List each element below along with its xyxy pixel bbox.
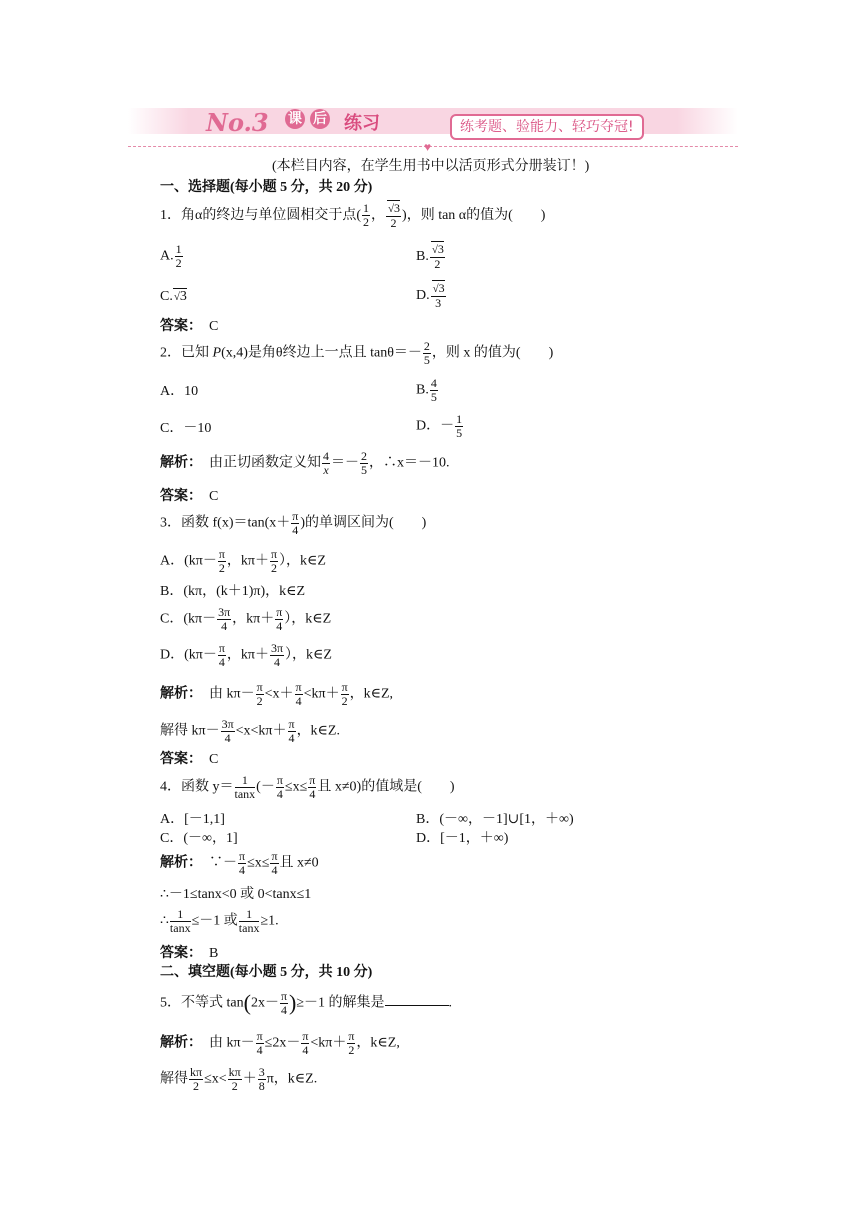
answer-blank[interactable] bbox=[385, 1005, 449, 1006]
q1-option-d: D. √ $\frac{3}{3}$ bbox=[416, 282, 447, 309]
q3-option-a: A．(kπ－ $\frac{\pi}{2}$ ，kπ＋ $\frac{\pi}{2}$ ），k∈Z bbox=[160, 547, 326, 575]
q1-option-a: A. $\frac{1}{2}$ bbox=[160, 242, 182, 270]
question-4: 4．函数 y＝ $\frac{1}{\tan x}$ (－ $\frac{\pi}{4}$ ≤x≤ $\frac{\pi}{4}$ 且 x≠0)的值域是( ) bbox=[160, 773, 455, 801]
heart-icon: ♥ bbox=[424, 140, 432, 154]
section-heading-choice: 一、选择题(每小题 5 分，共 20 分) bbox=[160, 180, 373, 195]
q2-option-a: A．10 bbox=[160, 384, 199, 399]
q3-option-b: B．(kπ，(k＋1)π)，k∈Z bbox=[160, 584, 306, 599]
q4-analysis-3: ∴ $\frac{1}{\tan x}$ ≤－1 或 $\frac{1}{\tan x}$ ≥1. bbox=[160, 907, 279, 935]
banner-divider bbox=[128, 146, 738, 147]
q2-answer: 答案： C bbox=[160, 489, 219, 504]
question-3: 3．函数 f(x)＝tan(x＋ $\frac{\pi}{4}$ )的单调区间为( ) bbox=[160, 509, 427, 537]
q1-option-c: C.√ 3 bbox=[160, 290, 187, 304]
question-1: 1．角α的终边与单位圆相交于点( $\frac{1}{2}$ ， √ $\frac{3}{2}$ )，则 tan α的值为( ) bbox=[160, 202, 545, 229]
q4-analysis-2: ∴－1≤tanx<0 或 0<tanx≤1 bbox=[160, 887, 312, 902]
banner-title: 练习 bbox=[344, 113, 380, 134]
section-heading-fill: 二、填空题(每小题 5 分，共 10 分) bbox=[160, 965, 373, 980]
note-line: (本栏目内容，在学生用书中以活页形式分册装订！) bbox=[272, 159, 590, 174]
q5-analysis-1: 解析： 由 kπ－ $\frac{\pi}{4}$ ≤2x－ $\frac{\pi}{4}$ <kπ＋ $\frac{\pi}{2}$ ，k∈Z, bbox=[160, 1029, 400, 1057]
section-banner bbox=[128, 102, 738, 154]
q5-analysis-2: 解得 $\frac{k\pi}{2}$ ≤x< $\frac{k\pi}{2}$ ＋ $\frac{3}{8}$ π，k∈Z. bbox=[160, 1065, 318, 1093]
q3-analysis-2: 解得 kπ－ $\frac{3\pi}{4}$ <x<kπ＋ $\frac{\pi}{4}$ ，k∈Z. bbox=[160, 717, 340, 745]
q4-option-d: D．[－1，＋∞) bbox=[416, 831, 509, 846]
q2-option-b: B. $\frac{4}{5}$ bbox=[416, 376, 437, 404]
banner-pill-2: 后 bbox=[310, 109, 330, 129]
banner-tagline: 练考题、验能力、轻巧夺冠! bbox=[450, 114, 644, 140]
q2-option-d: D．－ $\frac{1}{5}$ bbox=[416, 412, 463, 440]
q2-option-c: C．－10 bbox=[160, 421, 212, 436]
banner-pill-1: 课 bbox=[285, 109, 305, 129]
q3-answer: 答案： C bbox=[160, 752, 219, 767]
q1-option-b: B. √ $\frac{3}{2}$ bbox=[416, 243, 446, 270]
q4-option-c: C．(－∞，1] bbox=[160, 831, 238, 846]
q1-answer: 答案： C bbox=[160, 319, 219, 334]
q3-analysis-1: 解析： 由 kπ－ $\frac{\pi}{2}$ <x＋ $\frac{\pi}{4}$ <kπ＋ $\frac{\pi}{2}$ ，k∈Z, bbox=[160, 680, 394, 708]
q4-answer: 答案： B bbox=[160, 946, 219, 961]
q2-analysis: 解析： 由正切函数定义知 $\frac{4}{x}$ ＝－ $\frac{2}{5}$ ，∴x＝－10. bbox=[160, 449, 450, 477]
question-2: 2．已知 P(x,4)是角θ终边上一点且 tanθ＝－ $\frac{2}{5}$ ，则 x 的值为( ) bbox=[160, 339, 554, 367]
q3-option-c: C．(kπ－ $\frac{3\pi}{4}$ ，kπ＋ $\frac{\pi}{4}$ ），k∈Z bbox=[160, 605, 332, 633]
q4-option-b: B．(－∞，－1]∪[1，＋∞) bbox=[416, 812, 574, 827]
banner-number: No.3 bbox=[206, 108, 269, 137]
q4-option-a: A．[－1,1] bbox=[160, 812, 225, 827]
q4-analysis-1: 解析： ∵－ $\frac{\pi}{4}$ ≤x≤ $\frac{\pi}{4}$ 且 x≠0 bbox=[160, 849, 319, 877]
q3-option-d: D．(kπ－ $\frac{\pi}{4}$ ，kπ＋ $\frac{3\pi}{4}$ ），k∈Z bbox=[160, 641, 332, 669]
question-5: 5．不等式 tan(2x－ $\frac{\pi}{4}$ )≥－1 的解集是 . bbox=[160, 989, 453, 1017]
